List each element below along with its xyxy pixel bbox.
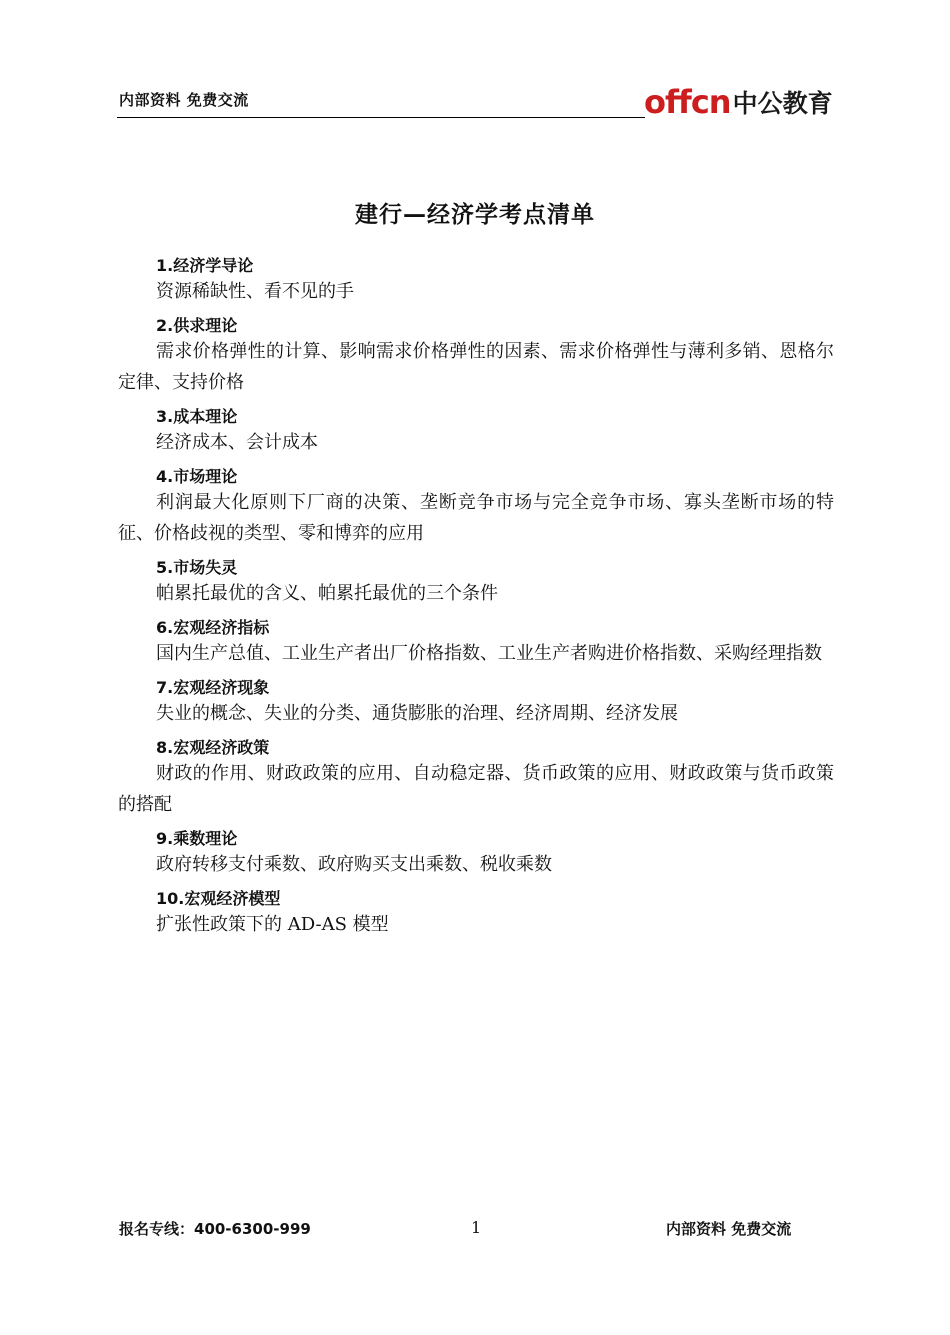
page-number: 1 (471, 1218, 482, 1237)
footer-hotline: 报名专线：400-6300-999 (119, 1220, 311, 1238)
header-note: 内部资料 免费交流 (119, 91, 249, 109)
topic-body: 财政的作用、财政政策的应用、自动稳定器、货币政策的应用、财政政策与货币政策的搭配 (118, 763, 834, 815)
topic-section (118, 825, 834, 880)
topic-heading: 2.供求理论 (156, 316, 238, 335)
topic-body: 失业的概念、失业的分类、通货膨胀的治理、经济周期、经济发展 (156, 703, 678, 724)
topic-heading: 10.宏观经济模型 (156, 889, 281, 908)
header-divider (117, 117, 645, 118)
topic-section (118, 252, 834, 307)
topic-section (118, 312, 834, 398)
topic-heading: 7.宏观经济现象 (156, 678, 270, 697)
topic-heading: 9.乘数理论 (156, 829, 238, 848)
topic-section (118, 885, 834, 940)
topic-body: 政府转移支付乘数、政府购买支出乘数、税收乘数 (156, 854, 552, 875)
topic-body: 需求价格弹性的计算、影响需求价格弹性的因素、需求价格弹性与薄利多销、恩格尔定律、支持价格 (118, 341, 834, 393)
offcn-logo (644, 78, 833, 121)
topic-section (118, 403, 834, 458)
topic-heading: 1.经济学导论 (156, 256, 254, 275)
topic-section (118, 734, 834, 820)
topic-section (118, 554, 834, 609)
logo-chinese-text: 中公教育 (732, 89, 833, 118)
topic-body: 国内生产总值、工业生产者出厂价格指数、工业生产者购进价格指数、采购经理指数 (156, 643, 822, 664)
topic-heading: 8.宏观经济政策 (156, 738, 270, 757)
topic-body: 帕累托最优的含义、帕累托最优的三个条件 (156, 583, 498, 604)
topic-body: 资源稀缺性、看不见的手 (156, 281, 354, 302)
topic-list (118, 252, 834, 945)
topic-section (118, 674, 834, 729)
document-title: 建行—经济学考点清单 (355, 202, 595, 228)
topic-heading: 4.市场理论 (156, 467, 238, 486)
topic-body: 利润最大化原则下厂商的决策、垄断竞争市场与完全竞争市场、寡头垄断市场的特征、价格歧视的类型、零和博弈的应用 (118, 492, 834, 544)
topic-section (118, 614, 834, 669)
topic-heading: 6.宏观经济指标 (156, 618, 270, 637)
topic-heading: 3.成本理论 (156, 407, 238, 426)
topic-heading: 5.市场失灵 (156, 558, 238, 577)
topic-section (118, 463, 834, 549)
topic-body: 经济成本、会计成本 (156, 432, 318, 453)
logo-latin-text: offcn (644, 83, 731, 121)
footer-note: 内部资料 免费交流 (666, 1220, 792, 1238)
topic-body: 扩张性政策下的 AD-AS 模型 (156, 914, 389, 935)
